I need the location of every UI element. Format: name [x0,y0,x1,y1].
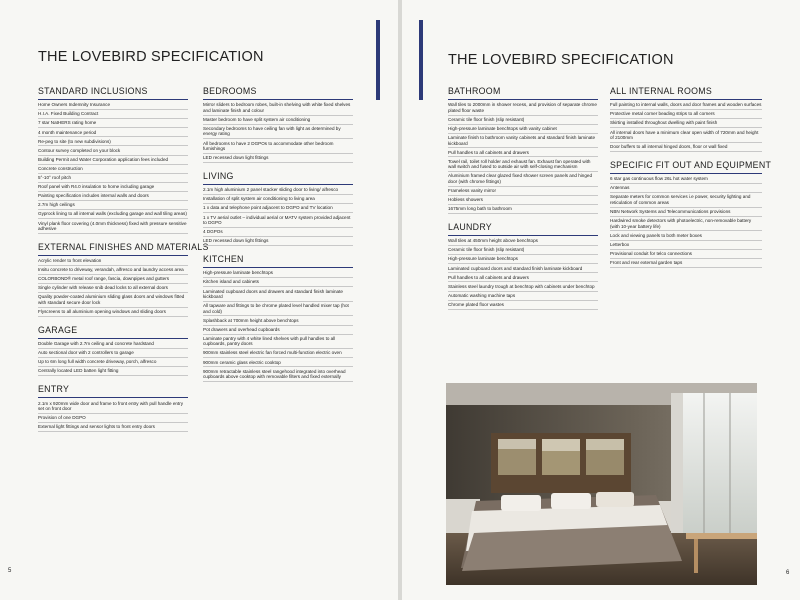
spec-item: Full painting to internal walls, doors and door frames and wooden surfaces [610,101,762,110]
spec-item: Ceramic tile floor finish (slip resistant) [448,116,598,125]
section-heading: ALL INTERNAL ROOMS [610,86,762,100]
item-list [203,101,353,163]
left-column-a [38,86,209,432]
section-specific-fit-out [610,159,772,268]
spec-item: 900mm stainless steel electric fan forced multi-function electric oven [203,349,353,358]
spec-item: Letterbox [610,241,762,250]
spec-item: 2.1m x 920mm wide door and frame to front entry with pull handle entry set on front door [38,399,188,414]
spec-item: Wall tiles to 2000mm in shower recess, and provision of separate chrome plated floor waste [448,101,598,116]
section-garage [38,325,188,376]
spec-item: High-pressure laminate benchtops with vanity cabinet [448,125,598,134]
spec-item: 4 month maintenance period [38,128,188,137]
spec-item: Pull handles to all cabinets and drawers [448,273,598,282]
spec-item: High-pressure laminate benchtops [203,269,353,278]
spec-item: Front and rear external garden taps [610,259,762,268]
spec-item: Splashback at 700mm height above benchtops [203,316,353,325]
spec-item: 1 x data and telephone point adjacent to DGPO and TV location [203,204,353,213]
spec-item: LED recessed down light fittings [203,154,353,163]
spec-item: Laminate finish to bathroom vanity cabinets and standard finish laminate kickboard [448,134,598,149]
spec-item: Chrome plated floor wastes [448,301,598,310]
section-standard-inclusions [38,86,188,234]
page-number: 6 [786,570,790,576]
spec-item: Ceramic tile floor finish (slip resistant) [448,246,598,255]
bedroom-illustration [446,383,757,585]
page-title: THE LOVEBIRD SPECIFICATION [38,49,264,65]
item-list [203,186,353,246]
spec-item: Hobless showers [448,196,598,205]
section-heading: GARAGE [38,325,188,339]
spec-item: 1 x TV aerial outlet – individual aerial or MATV system provided adjacent to DGPO [203,213,353,228]
spec-item: LED recessed down light fittings [203,237,353,246]
spec-item: All tapware and fittings to be chrome plated level handled mixer tap (hot and cold) [203,302,353,317]
section-heading: BATHROOM [448,86,598,100]
spec-item: All bedrooms to have 2 DGPOs to accommodate other bedroom furnishings [203,139,353,154]
spec-item: High-pressure laminate benchtops [448,255,598,264]
spec-item: Protective metal corner beading strips to all corners [610,110,762,119]
spec-item: Laminated cupboard doors and drawers and standard finish laminate kickboard [203,287,353,302]
spec-item: NBN Network Systems and Telecommunications provisions [610,208,762,217]
spec-item: Re-peg to site (to new subdivisions) [38,137,188,146]
spec-item: Quality powder-coated aluminium sliding glass doors and windows fitted with standard secure door lock [38,293,188,308]
spec-item: Skirting installed throughout dwelling with paint finish [610,119,762,128]
spec-item: All internal doors have a minimum clear open width of 720mm and height of 2100mm [610,128,762,143]
spec-item: Acrylic render to front elevation [38,257,188,266]
section-heading: ENTRY [38,384,188,398]
spec-item: Gyprock lining to all internal walls (excluding garage and wall tiling areas) [38,210,188,219]
section-bedrooms [203,86,353,163]
left-page [0,0,398,600]
spec-item: Installation of split system air conditioning to living area [203,195,353,204]
spec-item: Frameless vanity mirror [448,187,598,196]
spec-item: Home Owners Indemnity Insurance [38,101,188,110]
spec-item: Door buffers to all internal hinged doors, floor or wall fixed [610,143,762,152]
spec-item: Laminate pantry with 4 white lined shelves with pull handles to all cupboards, pantry doors [203,335,353,350]
spec-item: Vinyl plank floor covering (4.0mm thickness) fixed with pressure sensitive adhesive [38,219,188,234]
section-external [38,241,209,317]
left-column-b [203,86,353,382]
section-kitchen [203,254,353,382]
item-list [448,101,598,214]
spec-item: External light fittings and sensor lights to front entry doors [38,423,188,432]
item-list [203,269,353,382]
spec-item: 7 star NatHERS rating home [38,119,188,128]
spec-item: Separate meters for common services i.e power, security lighting and reticulation of common areas [610,193,762,208]
item-list [448,237,598,310]
spec-item: H.I.A. Fixed Building Contract [38,110,188,119]
section-laundry [448,222,598,310]
spec-item: Pot drawers and overhead cupboards [203,326,353,335]
section-heading: SPECIFIC FIT OUT AND EQUIPMENT [610,160,762,174]
spec-item: 900mm retractable stainless steel rangehood integrated into overhead cupboards above cooktop with removable filters and fixed externally [203,367,353,382]
section-heading: LAUNDRY [448,222,598,236]
spec-item: Pull handles to all cabinets and drawers [448,148,598,157]
page-title: THE LOVEBIRD SPECIFICATION [448,52,674,68]
item-list [610,101,762,152]
spec-item: Antennas [610,184,762,193]
spec-item: Kitchen island and cabinets [203,278,353,287]
page-number: 5 [8,568,12,574]
spec-item: Hardwired smoke detectors with photoelectric, non-removable battery (with 10-year battery life) [610,217,762,232]
spec-item: Centrally located LED batten light fitting [38,367,188,376]
title-accent-bar [419,20,423,100]
section-heading: KITCHEN [203,254,353,268]
section-living [203,171,353,246]
spec-item: 1675mm long bath to bathroom [448,205,598,214]
spec-item: Wall tiles at 450mm height above benchtops [448,237,598,246]
spec-item: 2.7m high ceilings [38,201,188,210]
section-all-internal-rooms [610,86,762,152]
section-heading: EXTERNAL FINISHES AND MATERIALS [38,242,188,256]
spec-item: Laminated cupboard doors and standard finish laminate kickboard [448,264,598,273]
spec-item: Roof panel with R4.0 insulation to home including garage [38,183,188,192]
spec-item: Painting specification includes internal walls and doors [38,192,188,201]
spec-item: Provision of one DGPO [38,414,188,423]
spec-item: Mirror sliders to bedroom robes, built-in shelving with white fixed shelves and laminate finish and colour [203,101,353,116]
item-list [38,340,188,376]
spec-item: Double Garage with 2.7m ceiling and concrete hardstand [38,340,188,349]
section-heading: STANDARD INCLUSIONS [38,86,188,100]
item-list [610,175,762,268]
spec-item: Insitu concrete to driveway, verandah, alfresco and laundry access area [38,266,188,275]
spec-item: Lock and viewing panels to both meter boxes [610,231,762,240]
section-entry [38,384,188,432]
spec-item: Automatic washing machine taps [448,292,598,301]
spec-item: Provisional conduit for telco connections [610,250,762,259]
spec-item: Flyscreens to all aluminium opening windows and sliding doors [38,308,188,317]
right-column-b [610,86,772,268]
spec-item: Up to 6m long full width concrete driveway, porch, alfresco [38,358,188,367]
spec-item: Stainless steel laundry trough at benchtop with cabinets under benchtop [448,282,598,291]
item-list [38,257,188,317]
right-column-a [448,86,598,310]
section-heading: LIVING [203,171,353,185]
spec-item: Aluminium framed clear glazed fixed shower screen panels and hinged door (with chrome fittings) [448,172,598,187]
spec-item: Master bedroom to have split system air conditioning [203,116,353,125]
spec-item: 5°-10° roof pitch [38,174,188,183]
spec-item: Auto sectional door with 2 controllers to garage [38,349,188,358]
spec-item: 4 DGPOs [203,228,353,237]
spec-item: Single cylinder with release snib dead locks to all external doors [38,284,188,293]
spec-item: Secondary bedrooms to have ceiling fan with light as determined by energy rating [203,125,353,140]
spec-item: 2.1m high aluminium 2 panel stacker sliding door to living/ alfresco [203,186,353,195]
item-list [38,101,188,234]
spec-item: 6 star gas continuous flow 26L hot water system [610,175,762,184]
spec-item: 900mm ceramic glass electric cooktop [203,358,353,367]
section-heading: BEDROOMS [203,86,353,100]
spec-item: Towel rail, toilet roll holder and exhaust fan. Exhaust fan operated with wall switch and fused to outside air with self-closing mechanism [448,157,598,172]
spec-item: COLORBOND® metal roof range, fascia, downpipes and gutters [38,275,188,284]
item-list [38,399,188,432]
spec-item: Building Permit and Water Corporation application fees included [38,156,188,165]
section-bathroom [448,86,598,214]
title-accent-bar [376,20,380,100]
spec-item: Contour survey completed on your block [38,146,188,155]
bedroom-photo [446,383,757,585]
spec-item: Concrete construction [38,165,188,174]
